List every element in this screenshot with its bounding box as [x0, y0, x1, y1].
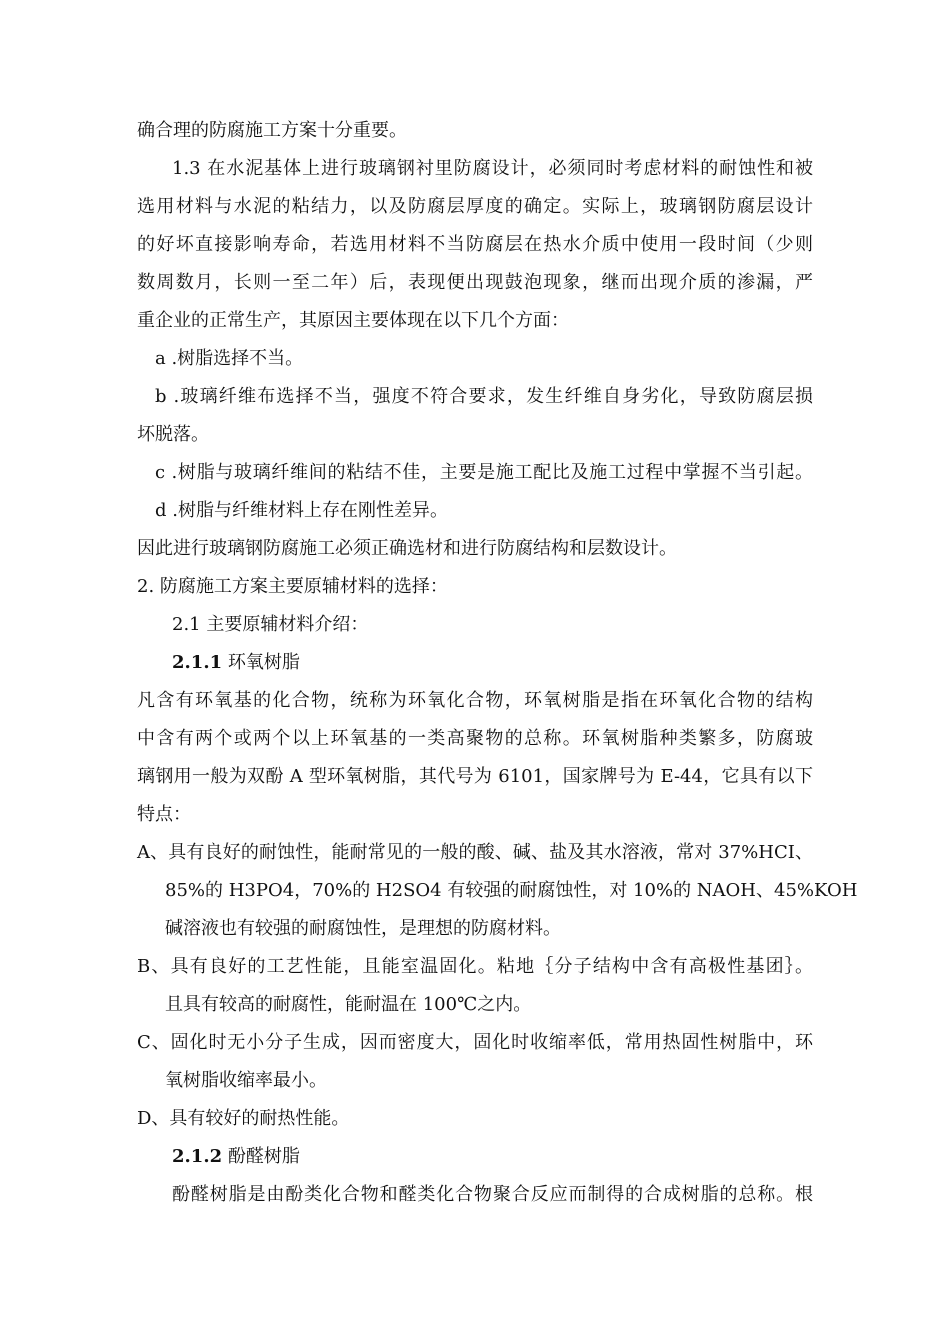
list-item: B、具有良好的工艺性能，且能室温固化。粘地｛分子结构中含有高极性基团｝。: [137, 956, 813, 977]
heading-number: 2.1.2: [172, 1146, 223, 1167]
list-item: b .玻璃纤维布选择不当，强度不符合要求，发生纤维自身劣化，导致防腐层损: [155, 386, 813, 407]
list-item-continuation: 碱溶液也有较强的耐腐蚀性，是理想的防腐材料。: [165, 918, 561, 939]
paragraph-line: 中含有两个或两个以上环氧基的一类高聚物的总称。环氧树脂种类繁多，防腐玻: [137, 728, 813, 749]
paragraph-line: 酚醛树脂是由酚类化合物和醛类化合物聚合反应而制得的合成树脂的总称。根: [172, 1184, 813, 1205]
paragraph-line: 重企业的正常生产，其原因主要体现在以下几个方面：: [137, 310, 569, 331]
paragraph-line: 的好坏直接影响寿命，若选用材料不当防腐层在热水介质中使用一段时间（少则: [137, 234, 813, 255]
heading-title: 酚醛树脂: [222, 1146, 300, 1167]
paragraph-line: 1.3 在水泥基体上进行玻璃钢衬里防腐设计，必须同时考虑材料的耐蚀性和被: [172, 158, 813, 179]
list-item-continuation: 坏脱落。: [137, 424, 209, 445]
list-item: a .树脂选择不当。: [155, 348, 304, 369]
subsubsection-heading: [172, 1145, 300, 1169]
paragraph-line: 凡含有环氧基的化合物，统称为环氧化合物，环氧树脂是指在环氧化合物的结构: [137, 690, 813, 711]
list-item-continuation: 且具有较高的耐腐性，能耐温在 100℃之内。: [165, 994, 532, 1015]
list-item: C、固化时无小分子生成，因而密度大，固化时收缩率低，常用热固性树脂中，环: [137, 1032, 813, 1053]
paragraph-line: 璃钢用一般为双酚 A 型环氧树脂，其代号为 6101，国家牌号为 E-44，它具有以下: [137, 766, 813, 787]
list-item: c .树脂与玻璃纤维间的粘结不佳，主要是施工配比及施工过程中掌握不当引起。: [155, 462, 813, 483]
list-item: D、具有较好的耐热性能。: [137, 1108, 350, 1129]
list-item-continuation: 氧树脂收缩率最小。: [165, 1070, 327, 1091]
subsubsection-heading: [172, 651, 300, 675]
list-item: d .树脂与纤维材料上存在刚性差异。: [155, 500, 448, 521]
paragraph-line: 因此进行玻璃钢防腐施工必须正确选材和进行防腐结构和层数设计。: [137, 538, 677, 559]
subsection-heading: 2.1 主要原辅材料介绍：: [172, 614, 369, 635]
paragraph-line: 选用材料与水泥的粘结力，以及防腐层厚度的确定。实际上，玻璃钢防腐层设计: [137, 196, 813, 217]
paragraph-line: 特点：: [137, 804, 191, 825]
heading-number: 2.1.1: [172, 652, 223, 673]
list-item-continuation: 85%的 H3PO4，70%的 H2SO4 有较强的耐腐蚀性，对 10%的 NAOH、45%KOH: [165, 880, 858, 901]
section-heading: 2. 防腐施工方案主要原辅材料的选择：: [137, 576, 448, 597]
heading-title: 环氧树脂: [222, 652, 300, 673]
list-item: A、具有良好的耐蚀性，能耐常见的一般的酸、碱、盐及其水溶液，常对 37%HCI、: [137, 842, 813, 863]
paragraph-line: 数周数月，长则一至二年）后，表现便出现鼓泡现象，继而出现介质的渗漏，严: [137, 272, 813, 293]
paragraph-line: 确合理的防腐施工方案十分重要。: [137, 120, 407, 141]
